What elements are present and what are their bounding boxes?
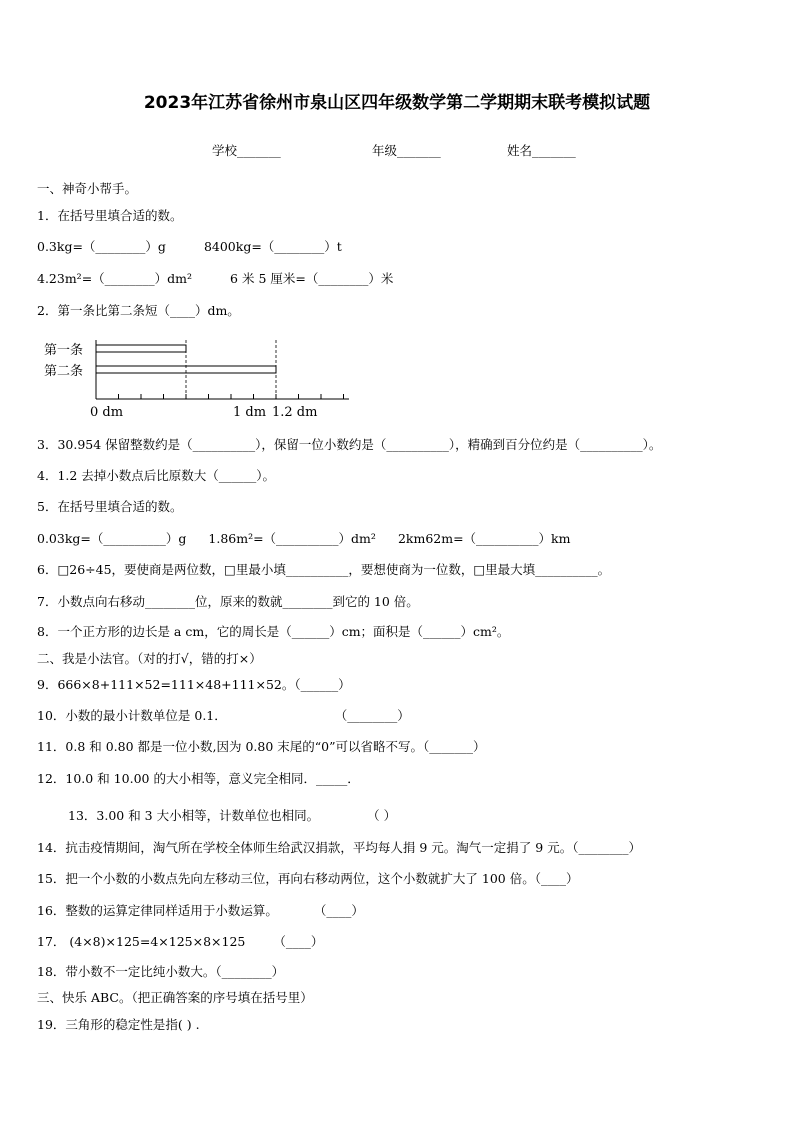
question-1-row-1 [37, 239, 342, 255]
bar-1-label: 第一条 [44, 343, 84, 358]
line-comparison-figure [44, 336, 354, 420]
school-field: 学校_______ [212, 143, 281, 158]
tick-label-1: 1 dm [233, 405, 267, 420]
question-9: 9．666×8+111×52=111×48+111×52。（______） [37, 677, 351, 692]
grade-field: 年级_______ [372, 143, 441, 158]
question-5b: 1.86m²=（__________）dm² [208, 531, 376, 546]
question-1-row-2 [37, 271, 393, 287]
question-1d: 6 米 5 厘米=（________）米 [230, 271, 394, 286]
question-11: 11．0.8 和 0.80 都是一位小数,因为 0.80 末尾的“0”可以省略不写。（_______） [37, 739, 486, 754]
question-13-text: 13．3.00 和 3 大小相等，计数单位也相同。 [68, 808, 320, 823]
question-5-row [37, 531, 570, 547]
question-10 [37, 708, 410, 724]
question-7: 7．小数点向右移动________位，原来的数就________到它的 10 倍。 [37, 594, 419, 609]
ruler-ticks [96, 394, 344, 399]
bar-1 [96, 345, 186, 352]
section-3-heading: 三、快乐 ABC。（把正确答案的序号填在括号里） [37, 990, 313, 1005]
question-1b: 8400kg=（________）t [203, 239, 342, 254]
question-5c: 2km62m=（__________）km [397, 531, 571, 546]
question-17-blank: （____） [273, 934, 324, 949]
question-13 [68, 808, 396, 824]
question-12: 12．10.0 和 10.00 的大小相等，意义完全相同．_____． [37, 771, 360, 786]
question-16-blank: （____） [313, 903, 364, 918]
section-1-heading: 一、神奇小帮手。 [37, 181, 138, 196]
question-5: 5．在括号里填合适的数。 [37, 499, 183, 514]
question-17 [37, 934, 323, 950]
page-title: 2023年江苏省徐州市泉山区四年级数学第二学期期末联考模拟试题 [143, 93, 651, 113]
question-16 [37, 903, 364, 919]
tick-label-2: 1.2 dm [272, 405, 318, 420]
question-14: 14．抗击疫情期间，淘气所在学校全体师生给武汉捐款，平均每人捐 9 元。淘气一定捐了 9 元。（________） [37, 840, 641, 855]
question-5a: 0.03kg=（__________）g [37, 531, 187, 546]
section-2-heading: 二、我是小法官。（对的打√，错的打×） [37, 651, 262, 666]
question-1a: 0.3kg=（________）g [37, 239, 166, 254]
question-6: 6．□26÷45，要使商是两位数，□里最小填__________，要想使商为一位数，□里最大填__________。 [37, 562, 611, 577]
name-field: 姓名_______ [507, 143, 576, 158]
question-16-text: 16．整数的运算定律同样适用于小数运算。 [37, 903, 278, 918]
question-8: 8．一个正方形的边长是 a cm，它的周长是（______）cm；面积是（______）cm²。 [37, 624, 510, 639]
question-19: 19．三角形的稳定性是指( ) . [37, 1017, 200, 1032]
question-13-blank: （ ） [367, 808, 397, 823]
bar-2-label: 第二条 [44, 364, 84, 379]
question-1: 1．在括号里填合适的数。 [37, 208, 183, 223]
question-15: 15．把一个小数的小数点先向左移动三位，再向右移动两位，这个小数就扩大了 100 倍。（____） [37, 871, 579, 886]
question-18: 18．带小数不一定比纯小数大。（________） [37, 964, 285, 979]
question-10-text: 10．小数的最小计数单位是 0.1． [37, 708, 227, 723]
question-4: 4．1.2 去掉小数点后比原数大（______）。 [37, 468, 276, 483]
question-3: 3．30.954 保留整数约是（__________），保留一位小数约是（__________），精确到百分位约是（__________）。 [37, 437, 662, 452]
question-1c: 4.23m²=（________）dm² [37, 271, 193, 286]
question-2: 2．第一条比第二条短（____）dm。 [37, 303, 240, 318]
question-10-blank: （________） [334, 708, 410, 723]
tick-label-0: 0 dm [90, 405, 124, 420]
question-17-text: 17． (4×8)×125=4×125×8×125 [37, 934, 246, 949]
